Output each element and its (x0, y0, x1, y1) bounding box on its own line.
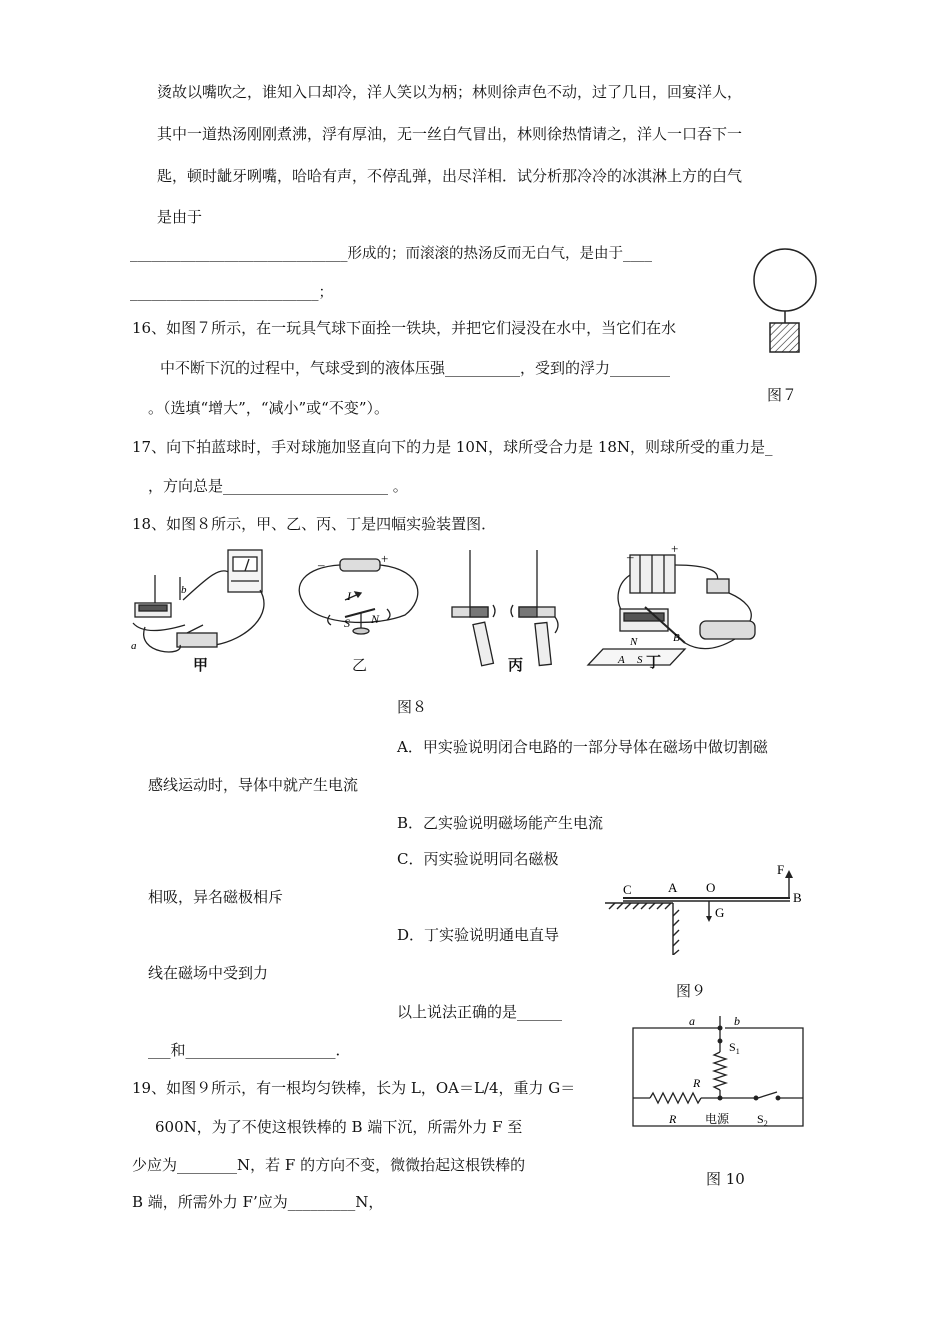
q19-line4: B 端，所需外力 F’应为_________N， (132, 1193, 384, 1211)
figure-7-balloon (745, 240, 825, 365)
para15-line2: 其中一道热汤刚刚煮沸，浮有厚油，无一丝白气冒出，林则徐热情请之，洋人一口吞下一 (157, 125, 743, 143)
figure-9-lever (605, 860, 810, 955)
q19-line2: 600N，为了不使这根铁棒的 B 端下沉，所需外力 F 至 (155, 1118, 523, 1136)
q18-option-b: B．乙实验说明磁场能产生电流 (397, 814, 604, 832)
figure-7-caption: 图７ (767, 386, 798, 404)
fig8-pole-N: N (371, 612, 380, 626)
para15-line5: ______________________________形成的；而滚滚的热汤反而无白气，是由于____ (130, 246, 652, 262)
q18-ask-line1: 以上说法正确的是______ (397, 1003, 563, 1021)
q19-line3: 少应为________N，若 F 的方向不变，微微抬起这根铁棒的 (132, 1156, 526, 1174)
fig8-plus-ding: + (671, 545, 679, 556)
figure-10-circuit (625, 1012, 810, 1132)
fig8-current-I: I (347, 589, 351, 603)
fig10-label-s2: $S_2$ (757, 1112, 768, 1128)
fig10-label-r1: R (693, 1076, 701, 1090)
figure-8-ding (588, 555, 755, 665)
q16-line3: 。（选填“增大”，“减小”或“不变”）。 (148, 399, 390, 417)
figure-8-yi (299, 559, 418, 634)
q18-option-a-line1: A．甲实验说明闭合电路的一部分导体在磁场中做切割磁 (397, 738, 768, 756)
para15-line1: 烫故以嘴吹之，谁知入口却冷，洋人笑以为柄；林则徐声色不动，过了几日，回宴洋人， (157, 83, 743, 101)
para15-line3: 匙，顿时龇牙咧嘴，哈哈有声，不停乱弹，出尽洋相．试分析那冷冷的冰淇淋上方的白气 (157, 167, 743, 185)
fig10-label-b: b (734, 1014, 740, 1028)
figure-8-caption: 图８ (397, 698, 428, 716)
q18-ask-line2: ___和____________________． (148, 1041, 351, 1059)
q18-option-c-line2: 相吸，异名磁极相斥 (148, 888, 284, 906)
fig10-label-s1: $S_1$ (729, 1040, 740, 1056)
fig10-label-source: 电源 (705, 1112, 730, 1126)
fig8-ding-S: S (637, 654, 643, 666)
fig8-label-yi: 乙 (352, 656, 368, 674)
fig9-label-G: G (715, 905, 725, 920)
q18-option-c-line1: C．丙实验说明同名磁极 (397, 850, 559, 868)
q17-line1: 17、向下拍蓝球时，手对球施加竖直向下的力是 10N，球所受合力是 18N，则球所受的重力是_ (132, 438, 773, 456)
fig9-label-A: A (668, 880, 678, 895)
fig8-minus-ding: – (627, 549, 634, 564)
fig9-label-B: B (793, 890, 802, 905)
figure-8-jia (133, 550, 264, 652)
fig9-label-O: O (706, 880, 716, 895)
fig8-ding-A: A (618, 654, 625, 666)
figure-9-caption: 图９ (676, 982, 707, 1000)
fig8-label-a: a (131, 640, 137, 652)
fig9-label-F: F (777, 862, 785, 877)
fig8-ding-N: N (630, 636, 638, 648)
q16-line1: 16、如图７所示，在一玩具气球下面拴一铁块，并把它们浸没在水中，当它们在水 (132, 319, 677, 337)
fig10-label-a: a (689, 1014, 695, 1028)
fig8-label-jia: 甲 (193, 656, 209, 674)
q18-option-d-line2: 线在磁场中受到力 (148, 964, 269, 982)
q18-option-a-line2: 感线运动时，导体中就产生电流 (148, 776, 359, 794)
fig8-minus-yi: – (318, 557, 325, 572)
fig8-label-b: b (181, 584, 187, 596)
para15-line4: 是由于 (157, 208, 203, 226)
figure-10-caption: 图 10 (706, 1170, 745, 1188)
q19-line1: 19、如图９所示，有一根均匀铁棒，长为 L，OA＝L/4，重力 G＝ (132, 1079, 576, 1097)
fig8-ding-B: B (673, 632, 680, 644)
figure-8-bing (452, 550, 558, 666)
q18-line1: 18、如图８所示，甲、乙、丙、丁是四幅实验装置图． (132, 515, 497, 533)
para15-line6: __________________________； (130, 285, 333, 301)
fig8-pole-S: S (344, 616, 350, 630)
fig8-label-ding: 丁 (646, 653, 662, 671)
fig8-label-bing: 丙 (508, 656, 524, 674)
fig8-plus-yi: + (381, 551, 389, 566)
figure-8-apparatus (125, 545, 785, 675)
q18-option-d-line1: D．丁实验说明通电直导 (397, 926, 560, 944)
fig9-label-C: C (623, 882, 632, 897)
q17-line2: ，方向总是______________________ 。 (148, 477, 408, 495)
q16-line2: 中不断下沉的过程中，气球受到的液体压强__________，受到的浮力________ (160, 359, 671, 377)
fig10-label-r2: R (669, 1112, 677, 1126)
